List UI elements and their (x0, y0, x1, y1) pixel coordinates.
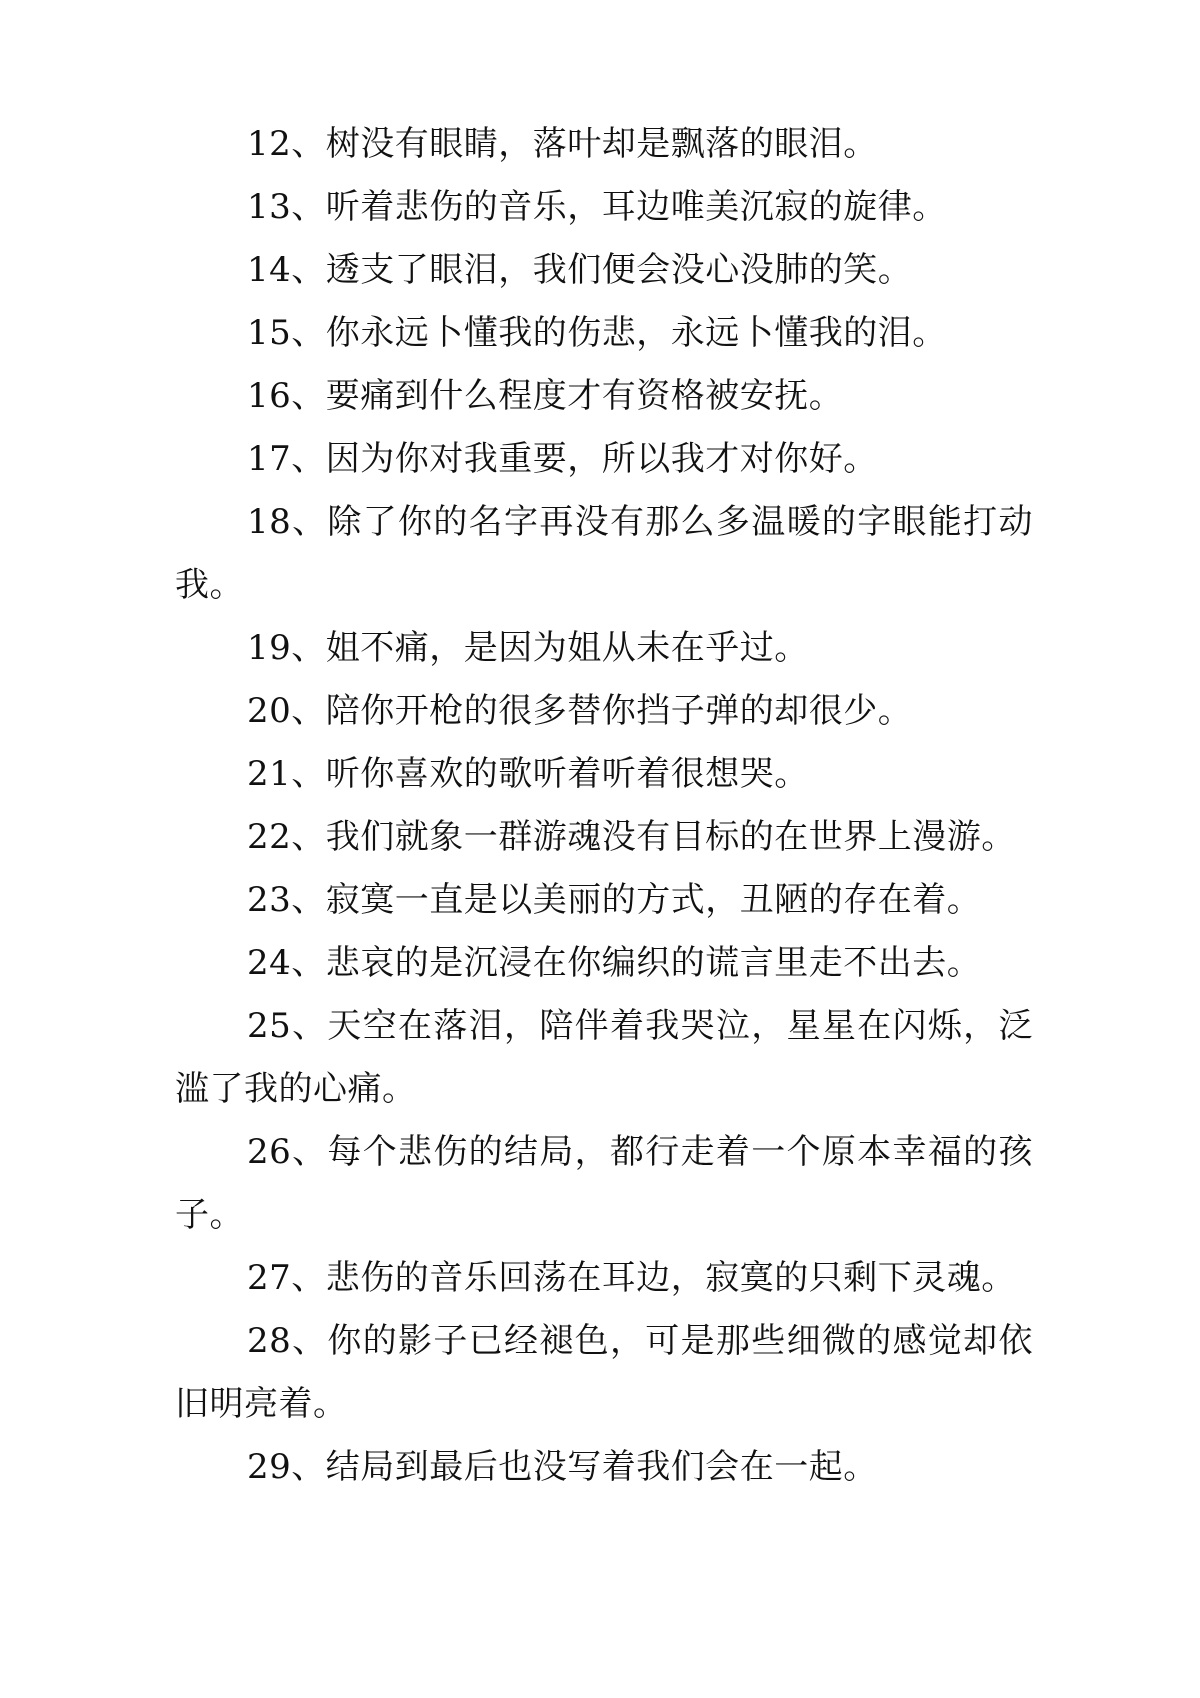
paragraph: 19、姐不痛，是因为姐从未在乎过。 (247, 628, 809, 668)
paragraph: 15、你永远卜懂我的伤悲，永远卜懂我的泪。 (247, 313, 947, 353)
paragraph: 20、陪你开枪的很多替你挡子弹的却很少。 (247, 691, 913, 731)
paragraph: 12、树没有眼睛，落叶却是飘落的眼泪。 (247, 124, 878, 164)
document-body (175, 113, 1033, 1499)
paragraph: 16、要痛到什么程度才有资格被安抚。 (247, 376, 844, 416)
paragraph: 18、除了你的名字再没有那么多温暖的字眼能打动我。 (175, 502, 1033, 605)
paragraph: 14、透支了眼泪，我们便会没心没肺的笑。 (247, 250, 913, 290)
paragraph: 17、因为你对我重要，所以我才对你好。 (247, 439, 878, 479)
paragraph: 23、寂寞一直是以美丽的方式，丑陋的存在着。 (247, 880, 982, 920)
paragraph: 25、天空在落泪，陪伴着我哭泣，星星在闪烁，泛滥了我的心痛。 (175, 1006, 1033, 1109)
paragraph: 28、你的影子已经褪色，可是那些细微的感觉却依旧明亮着。 (175, 1321, 1033, 1424)
paragraph: 22、我们就象一群游魂没有目标的在世界上漫游。 (247, 817, 1016, 857)
paragraph: 27、悲伤的音乐回荡在耳边，寂寞的只剩下灵魂。 (247, 1258, 1016, 1298)
paragraph: 29、结局到最后也没写着我们会在一起。 (247, 1447, 878, 1487)
paragraph: 24、悲哀的是沉浸在你编织的谎言里走不出去。 (247, 943, 982, 983)
paragraph: 21、听你喜欢的歌听着听着很想哭。 (247, 754, 809, 794)
paragraph: 13、听着悲伤的音乐，耳边唯美沉寂的旋律。 (247, 187, 947, 227)
paragraph: 26、每个悲伤的结局，都行走着一个原本幸福的孩子。 (175, 1132, 1033, 1235)
